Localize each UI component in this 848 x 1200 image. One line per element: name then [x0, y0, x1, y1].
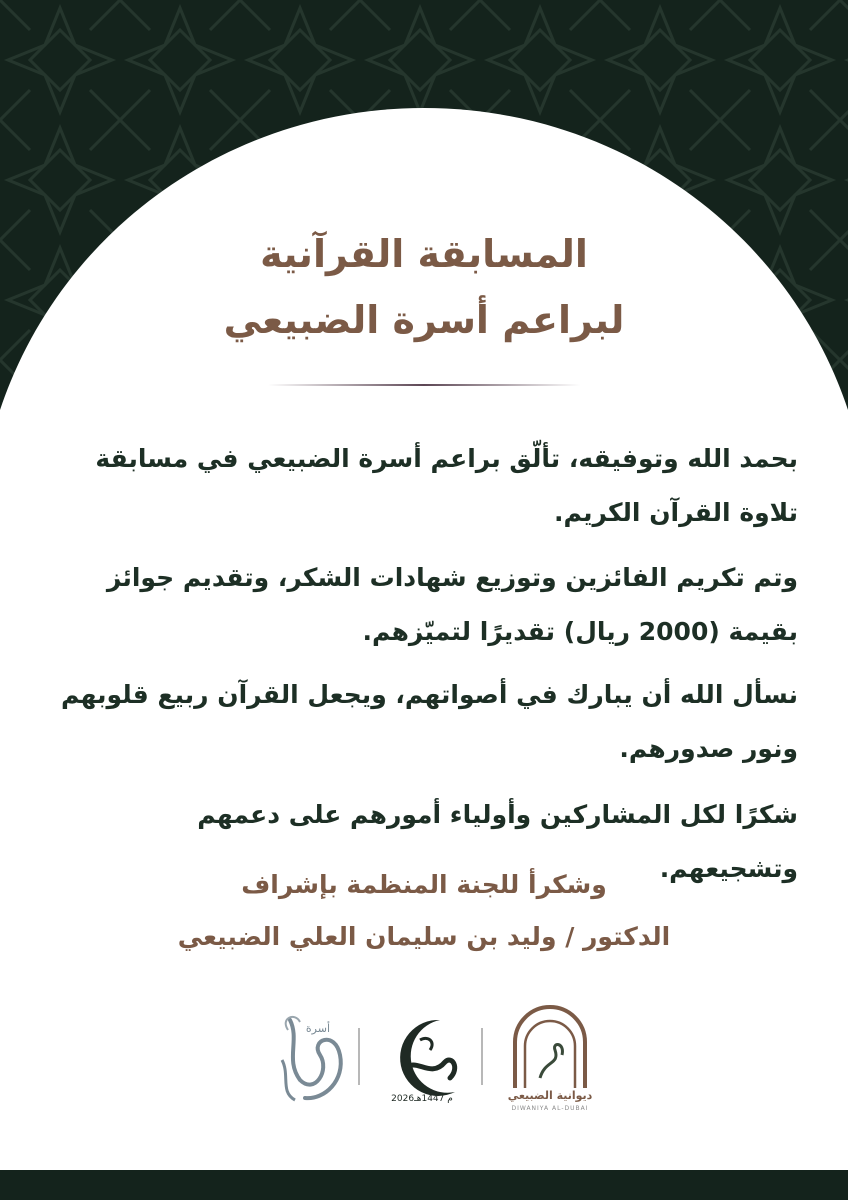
family-calligraphy-logo-icon	[282, 1017, 341, 1100]
paragraph-4: شكرًا لكل المشاركين وأولياء أمورهم على دعمهم وتشجيعهم.	[197, 800, 798, 883]
footer-bar	[0, 1170, 848, 1200]
family-logo-label: أسرة	[305, 1022, 330, 1035]
paragraph-3: نسأل الله أن يبارك في أصواتهم، ويجعل القرآن ربيع قلوبهم ونور صدورهم.	[61, 680, 798, 763]
diwaniya-logo-label: ديوانية الضبيعي	[507, 1089, 593, 1102]
page-title: المسابقة القرآنية	[260, 232, 588, 276]
supervisor-name: الدكتور / وليد بن سليمان العلي الضبيعي	[177, 922, 671, 951]
diwaniya-logo-sublabel: DIWANIYA AL-DUBAI	[511, 1105, 589, 1112]
thanks-line: وشكرأ للجنة المنظمة بإشراف	[241, 870, 607, 899]
diwaniya-arch-logo-icon	[508, 1007, 593, 1112]
paragraph-1: بحمد الله وتوفيقه، تألّق براعم أسرة الضبيعي في مسابقة تلاوة القرآن الكريم.	[95, 444, 798, 527]
ramadan-logo-date: 2026م 1447هـ	[391, 1094, 453, 1104]
ramadan-crescent-logo-icon	[391, 1020, 455, 1104]
paragraph-2: وتم تكريم الفائزين وتوزيع شهادات الشكر، وتقديم جوائز بقيمة (2000 ريال) تقديرًا لتميّزهم.	[106, 563, 798, 646]
page-subtitle: لبراعم أسرة الضبيعي	[223, 298, 625, 342]
logos-row	[0, 1000, 848, 1130]
title-divider	[268, 384, 580, 386]
